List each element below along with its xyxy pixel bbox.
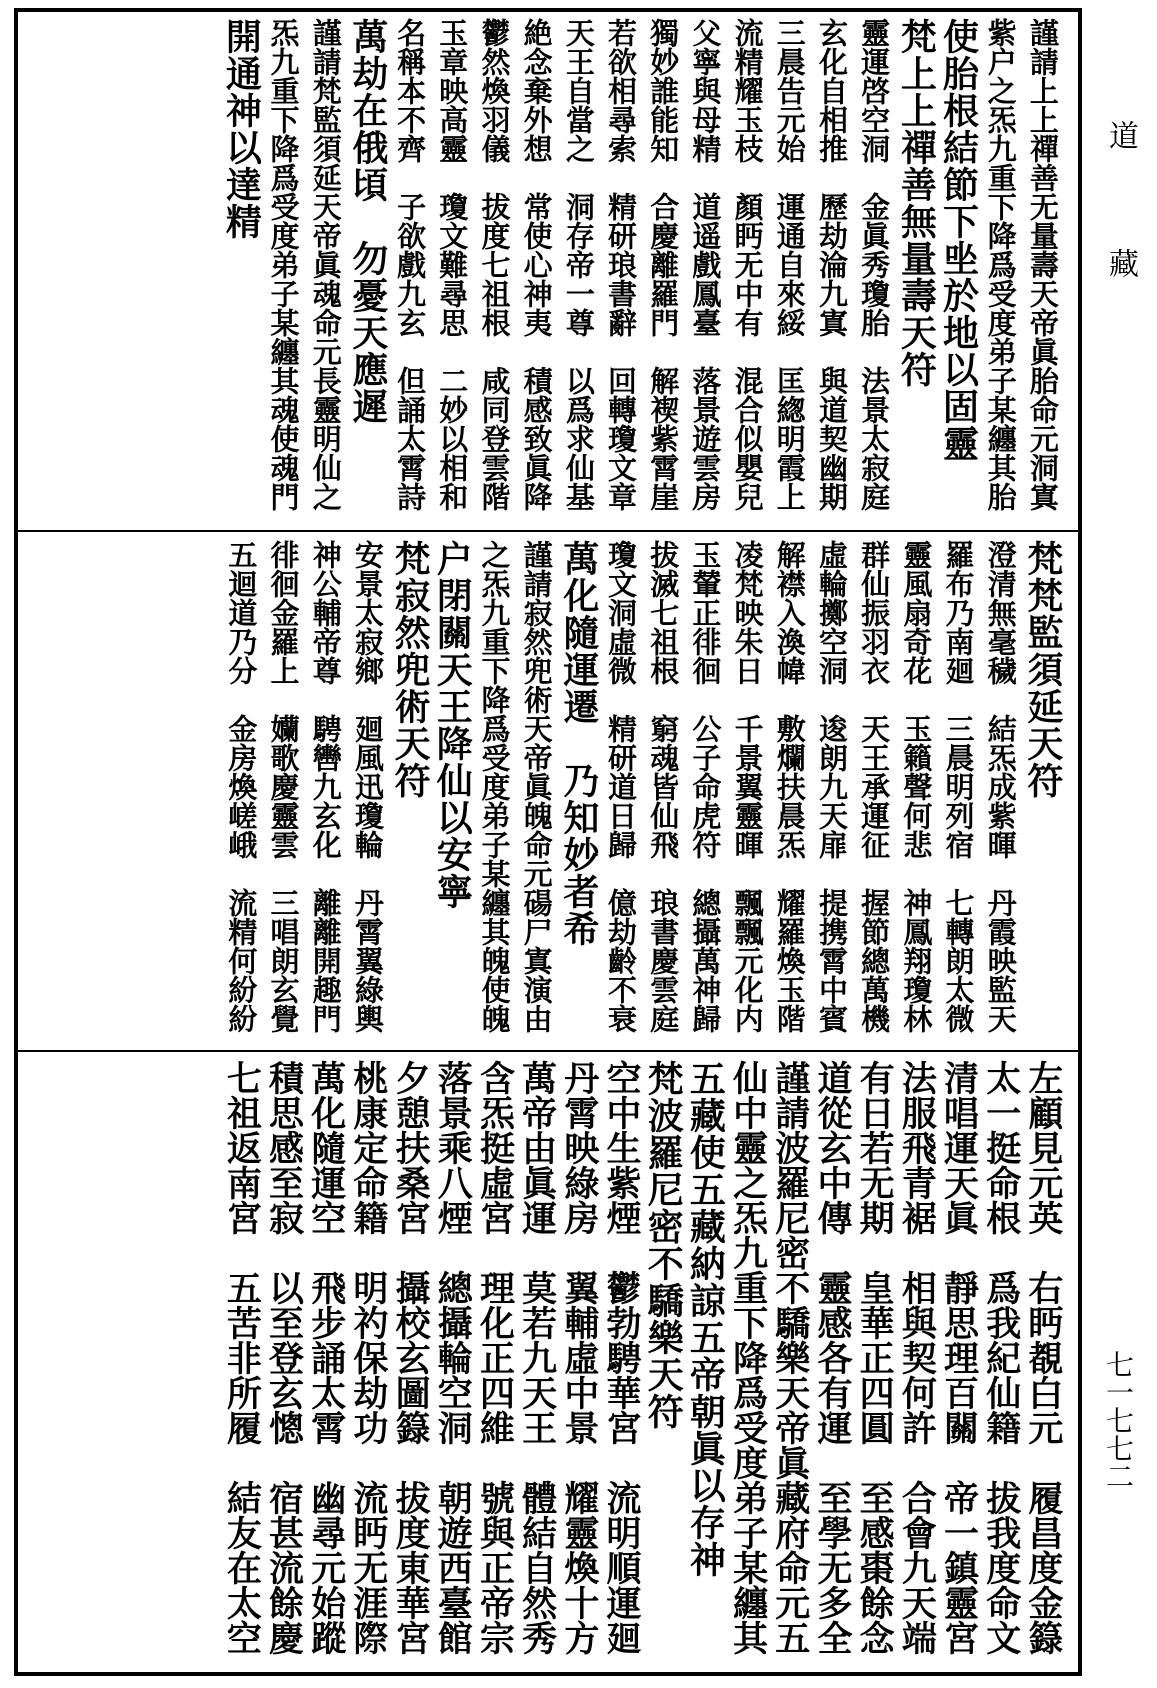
text-column xyxy=(811,18,853,530)
text-column xyxy=(727,540,769,1050)
text-column xyxy=(684,540,726,1050)
text-column xyxy=(937,18,979,530)
text-column xyxy=(516,1060,558,1672)
text-column xyxy=(262,540,304,1050)
column-text: 清唱運天眞 靜思理百關 帝一鎮靈宮 xyxy=(938,1060,980,1655)
text-column xyxy=(516,540,558,1050)
text-column xyxy=(853,18,895,530)
text-column xyxy=(473,18,515,530)
text-column xyxy=(1022,18,1064,530)
text-column xyxy=(220,1060,262,1672)
text-column xyxy=(980,18,1022,530)
column-text: 道從玄中傳 靈感各有運 至學无多全 xyxy=(811,1060,853,1655)
column-text: 羅布乃南廻 三晨明列宿 七轉朗太微 xyxy=(941,540,976,1033)
text-column xyxy=(895,18,937,530)
column-text: 玉輦正徘徊 公子命虎符 總攝萬神歸 xyxy=(688,540,723,1033)
column-text: 法服飛青裾 相與契何許 合會九天端 xyxy=(896,1060,938,1655)
text-column xyxy=(389,540,431,1050)
text-column xyxy=(600,1060,642,1672)
page-frame xyxy=(14,8,1082,1676)
column-text: 靈風扇奇花 玉籟聲何悲 神鳳翔瓊林 xyxy=(899,540,934,1033)
text-column xyxy=(853,540,895,1050)
column-text: 流精耀玉枝 顏眄无中有 混合似嬰兒 xyxy=(730,18,765,511)
column-text: 夕憩扶桑宮 攝校玄圖籙 拔度東華宮 xyxy=(390,1060,432,1655)
column-text: 玄化自相推 歷劫淪九寘 與道契幽期 xyxy=(814,18,849,511)
text-column xyxy=(347,540,389,1050)
column-text: 徘徊金羅上 孏歌慶靈雲 三唱朗玄覺 xyxy=(266,540,301,1033)
text-column xyxy=(558,1060,600,1672)
text-column xyxy=(558,18,600,530)
column-text: 萬帝由眞運 莫若九天王 體結自然秀 xyxy=(516,1060,558,1655)
column-text: 靈運啓空洞 金眞秀瓊胎 法景太寂庭 xyxy=(857,18,892,511)
text-register-3 xyxy=(18,1054,1078,1672)
column-text: 丹霄映綠房 翼輔虛中景 耀靈煥十方 xyxy=(558,1060,600,1655)
column-text: 五迴道乃分 金房煥嵯峨 流精何紛紛 xyxy=(224,540,259,1033)
column-text: 太一挺命根 爲我紀仙籍 拔我度命文 xyxy=(980,1060,1022,1655)
column-text: 炁九重下降爲受度弟子某纏其魂使魂門 xyxy=(266,18,301,511)
column-text: 瓊文洞虛微 精研道日歸 億劫齡不衰 xyxy=(604,540,639,1033)
text-column xyxy=(305,18,347,530)
text-column xyxy=(937,540,979,1050)
text-column xyxy=(389,1060,431,1672)
text-column xyxy=(937,1060,979,1672)
text-register-1 xyxy=(18,12,1078,530)
column-text: 落景乘八煙 總攝輪空洞 朝遊西臺館 xyxy=(432,1060,474,1655)
text-column xyxy=(642,1060,684,1672)
text-column xyxy=(389,18,431,530)
text-column xyxy=(516,18,558,530)
column-text: 梵上上禪善無量壽天符 xyxy=(895,18,938,388)
column-text: 左顧見元英 右眄覩白元 履昌度金籙 xyxy=(1022,1060,1064,1655)
text-column xyxy=(769,18,811,530)
register-divider xyxy=(18,1050,1078,1052)
column-text: 開通神以達精 xyxy=(220,18,263,240)
column-text: 含炁挺虛宮 理化正四維 號與正帝宗 xyxy=(474,1060,516,1655)
column-text: 梵寂然兜術天符 xyxy=(389,540,432,799)
column-text: 户閉關天王降仙以安寧 xyxy=(431,540,474,910)
column-text: 梵梵監須延天符 xyxy=(1021,540,1064,799)
text-column xyxy=(642,18,684,530)
collection-mark-bottom: 藏 xyxy=(1103,248,1138,278)
column-text: 凌梵映朱日 千景翼靈暉 飄飄元化内 xyxy=(730,540,765,1033)
text-column xyxy=(769,1060,811,1672)
text-register-2 xyxy=(18,534,1078,1050)
text-column xyxy=(769,540,811,1050)
text-column xyxy=(853,1060,895,1672)
column-text: 拔滅七祖根 窮魂皆仙飛 琅書慶雲庭 xyxy=(646,540,681,1033)
column-text: 鬱然煥羽儀 拔度七祖根 咸同登雲階 xyxy=(477,18,512,511)
text-column xyxy=(220,18,262,530)
text-column xyxy=(347,1060,389,1672)
register-divider xyxy=(18,530,1078,532)
column-text: 仙中靈之炁九重下降爲受度弟子某纏其 xyxy=(727,1060,769,1655)
column-text: 桃康定命籍 明礿保劫功 流眄无涯際 xyxy=(347,1060,389,1655)
text-column xyxy=(347,18,389,530)
collection-mark-top: 道 xyxy=(1103,120,1138,150)
column-text: 父寧與母精 道遥戲鳳臺 落景遊雲房 xyxy=(688,18,723,511)
text-column xyxy=(600,18,642,530)
text-column xyxy=(980,1060,1022,1672)
text-column xyxy=(600,540,642,1050)
column-text: 萬劫在俄頃 勿憂天應遲 xyxy=(346,18,389,425)
text-column xyxy=(431,18,473,530)
text-column xyxy=(642,540,684,1050)
column-text: 獨妙誰能知 合慶離羅門 解褉紫霄崖 xyxy=(646,18,681,511)
text-column xyxy=(305,1060,347,1672)
text-column xyxy=(262,18,304,530)
column-text: 萬化隨運空 飛步誦太霄 幽尋元始蹤 xyxy=(305,1060,347,1655)
text-column xyxy=(305,540,347,1050)
column-text: 積思感至寂 以至登玄憁 宿甚流餘慶 xyxy=(263,1060,305,1655)
column-text: 空中生紫煙 鬱勃騁華宮 流明順運廻 xyxy=(601,1060,643,1655)
text-column xyxy=(895,1060,937,1672)
column-text: 若欲相尋索 精研琅書辭 回轉瓊文章 xyxy=(604,18,639,511)
text-column xyxy=(727,18,769,530)
column-text: 虛輪擲空洞 逡朗九天扉 提携霄中賓 xyxy=(814,540,849,1033)
column-text: 五藏使五藏納諒五帝朝眞以存神 xyxy=(684,1060,727,1578)
column-text: 解襟入渙幃 敷爛扶晨炁 耀羅煥玉階 xyxy=(772,540,807,1033)
column-text: 天王自當之 洞存帝一尊 以爲求仙基 xyxy=(561,18,596,511)
text-column xyxy=(811,540,853,1050)
text-column xyxy=(895,540,937,1050)
column-text: 澄清無毫穢 結炁成紫暉 丹霞映監天 xyxy=(983,540,1018,1033)
column-text: 有日若无期 皇華正四圓 至感棗餘念 xyxy=(854,1060,896,1655)
column-text: 紫户之炁九重下降爲受度弟子某纏其胎 xyxy=(983,18,1018,511)
column-text: 謹請波羅尼密不驕樂天帝眞藏府命元五 xyxy=(769,1060,811,1655)
text-column xyxy=(1022,1060,1064,1672)
column-text: 群仙振羽衣 天王承運征 握節總萬機 xyxy=(857,540,892,1033)
column-text: 萬化隨運遷 乃知妙者希 xyxy=(557,540,600,947)
column-text: 謹請梵監須延天帝眞魂命元長靈明仙之 xyxy=(308,18,343,511)
column-text: 梵波羅尼密不驕樂天符 xyxy=(642,1060,685,1430)
text-column xyxy=(473,540,515,1050)
text-column xyxy=(431,540,473,1050)
text-column xyxy=(220,540,262,1050)
text-column xyxy=(473,1060,515,1672)
column-text: 安景太寂鄉 廻風迅瓊輪 丹霄翼綠輿 xyxy=(350,540,385,1033)
column-text: 使胎根結節下㘴於地以固靈 xyxy=(937,18,980,462)
text-column xyxy=(980,540,1022,1050)
text-column xyxy=(558,540,600,1050)
page-number: 七一七七二 xyxy=(1102,1350,1135,1490)
column-text: 三晨告元始 運通自來綏 匡緫明霞上 xyxy=(772,18,807,511)
text-column xyxy=(431,1060,473,1672)
column-text: 玉章映高靈 瓊文難尋思 二妙以相和 xyxy=(435,18,470,511)
text-column xyxy=(727,1060,769,1672)
text-column xyxy=(811,1060,853,1672)
text-column xyxy=(684,1060,726,1672)
column-text: 名稱本不齊 子欲戲九玄 但誦太霄詩 xyxy=(393,18,428,511)
column-text: 謹請寂然兜術天帝眞魄命元碭尸寘演由 xyxy=(519,540,554,1033)
column-text: 絶念棄外想 常使心神夷 積感致眞降 xyxy=(519,18,554,511)
text-column xyxy=(684,18,726,530)
column-text: 之炁九重下降爲受度弟子某纏其魄使魄 xyxy=(477,540,512,1033)
column-text: 謹請上上禪善无量壽天帝眞胎命元洞寘 xyxy=(1025,18,1060,511)
text-column xyxy=(1022,540,1064,1050)
column-text: 七祖返南宮 五苦非所履 結友在太空 xyxy=(221,1060,263,1655)
column-text: 神公輔帝尊 騁轡九玄化 離離開趣門 xyxy=(308,540,343,1033)
text-column xyxy=(262,1060,304,1672)
